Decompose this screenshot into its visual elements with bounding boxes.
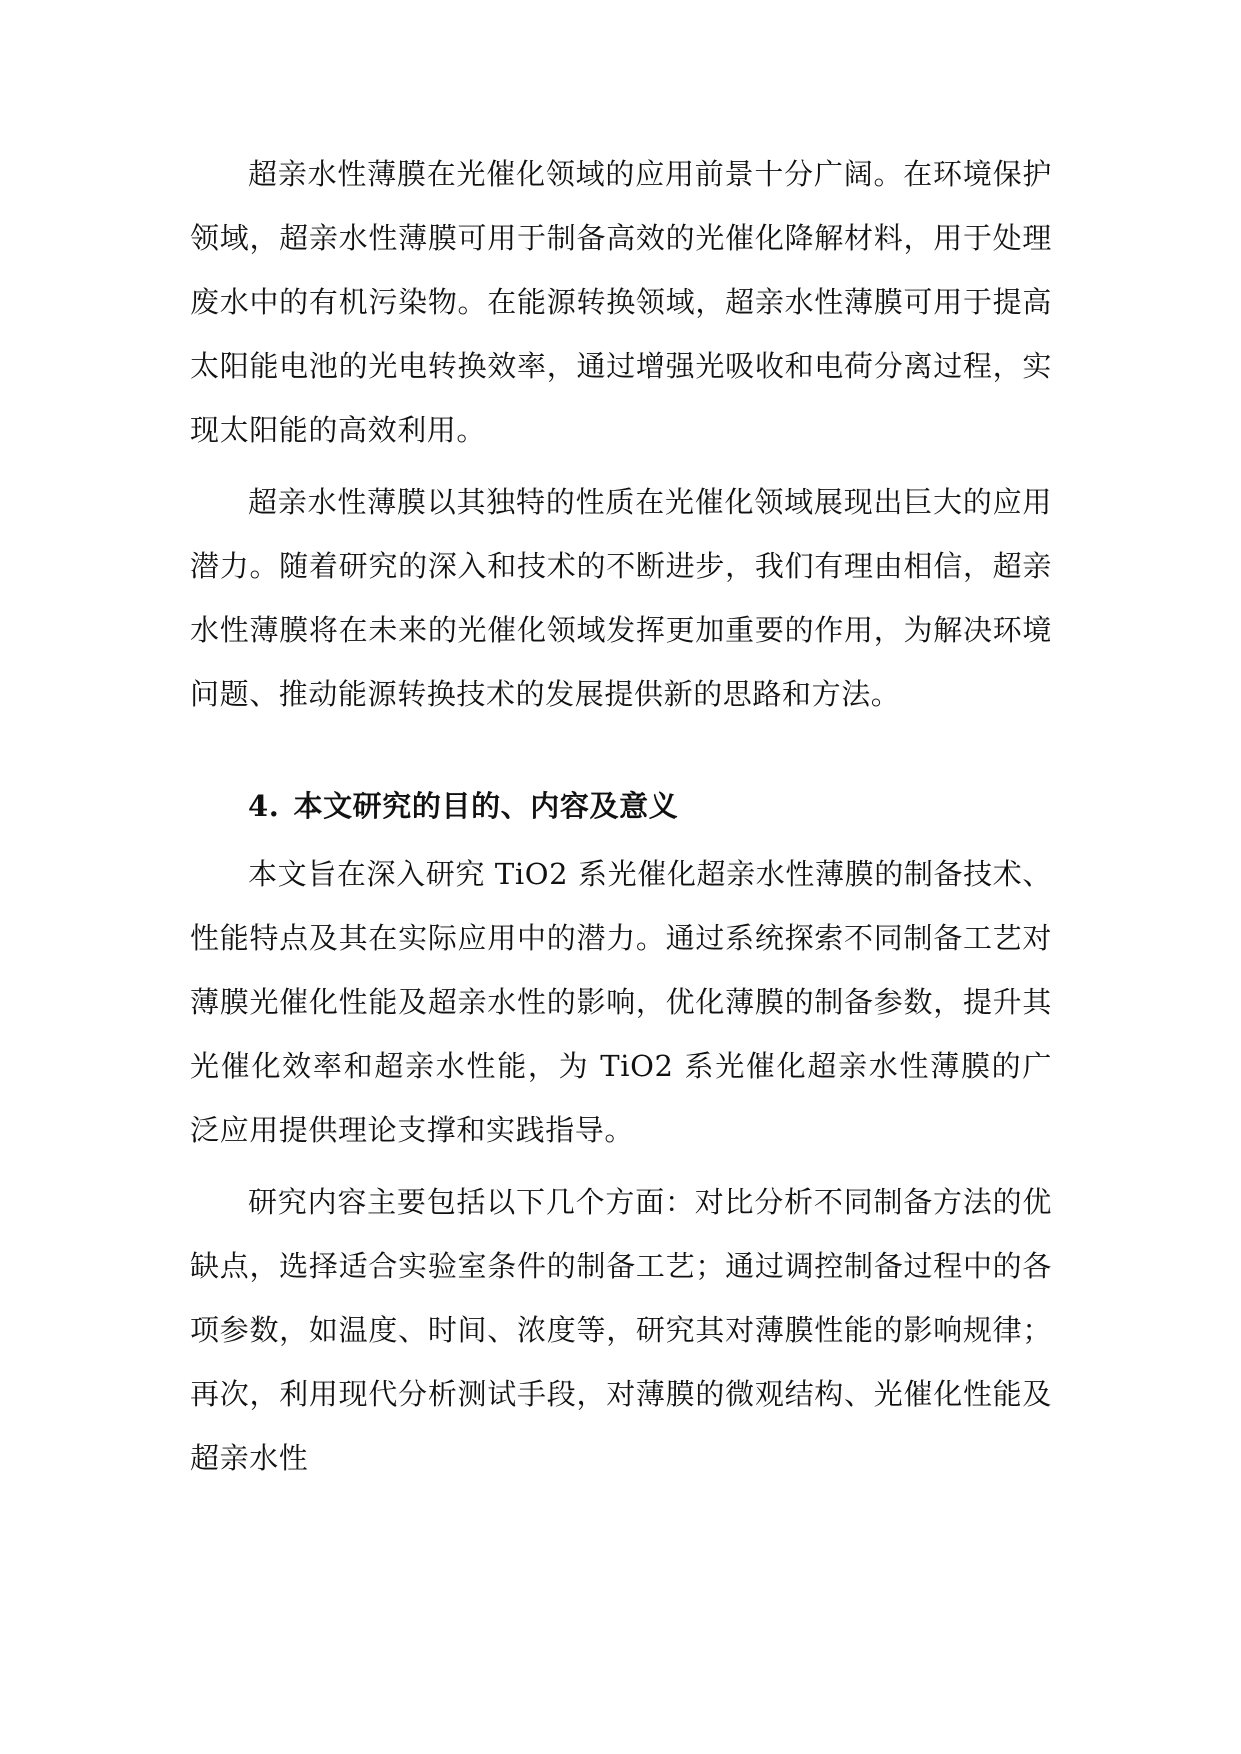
paragraph-purpose: 本文旨在深入研究 TiO2 系光催化超亲水性薄膜的制备技术、性能特点及其在实际应用中的潜力。通过系统探索不同制备工艺对薄膜光催化性能及超亲水性的影响，优化薄膜的制备参数，提升其光催化效率和超亲水性能，为 TiO2 系光催化超亲水性薄膜的广泛应用提供理论支撑和实践指导。 — [190, 857, 1052, 1147]
section-heading — [190, 774, 1052, 838]
section-title: 本文研究的目的、内容及意义 — [293, 789, 679, 823]
section-number: 4. — [248, 789, 280, 823]
document-body — [190, 142, 1052, 1490]
paragraph-content: 研究内容主要包括以下几个方面：对比分析不同制备方法的优缺点，选择适合实验室条件的制备工艺；通过调控制备过程中的各项参数，如温度、时间、浓度等，研究其对薄膜性能的影响规律；再次，利用现代分析测试手段，对薄膜的微观结构、光催化性能及超亲水性 — [190, 1185, 1052, 1475]
paragraph-applications: 超亲水性薄膜在光催化领域的应用前景十分广阔。在环境保护领域，超亲水性薄膜可用于制备高效的光催化降解材料，用于处理废水中的有机污染物。在能源转换领域，超亲水性薄膜可用于提高太阳能电池的光电转换效率，通过增强光吸收和电荷分离过程，实现太阳能的高效利用。 — [190, 157, 1052, 447]
paragraph-potential: 超亲水性薄膜以其独特的性质在光催化领域展现出巨大的应用潜力。随着研究的深入和技术的不断进步，我们有理由相信，超亲水性薄膜将在未来的光催化领域发挥更加重要的作用，为解决环境问题、推动能源转换技术的发展提供新的思路和方法。 — [190, 485, 1052, 711]
